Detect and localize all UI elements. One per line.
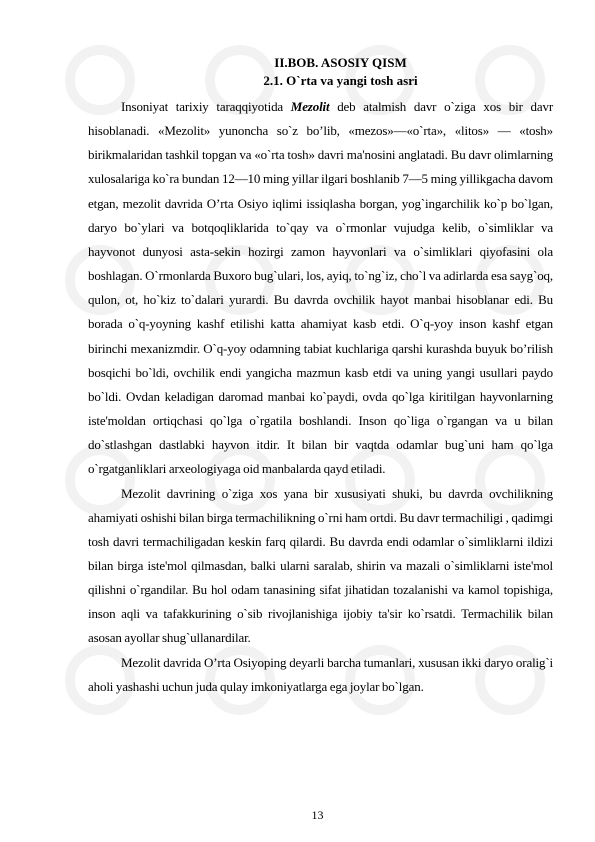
page-number: 13 [311, 808, 324, 822]
paragraph-2 [88, 482, 553, 651]
mezolit-term: Mezolit [290, 99, 330, 114]
chapter-title: II.BOB. ASOSIY QISM [274, 55, 407, 70]
document-page [88, 55, 553, 699]
paragraph-3 [88, 651, 553, 699]
paragraph-1 [88, 95, 553, 482]
paragraph-3-text: Mezolit davrida O’rta Osiyoping deyarli barcha tumanlari, xususan ikki daryo oralig`i aholi yashashi uchun juda qulay imkoniyatlarga ega joylar bo`lgan. [88, 654, 553, 694]
paragraph-1-after: deb atalmish davr o`ziga xos bir davr hisoblanadi. «Mezolit» yunoncha so`z bo’lib, «mezos»—«o`rta», «litos» — «tosh» birikmalaridan tashkil topgan va «o`rta tosh» davri ma'nosini anglatadi. Bu davr olimlarning xulosalariga ko`ra bundan 12—10 ming yillar ilgari boshlanib 7—5 ming yillikgacha davom etgan, mezolit davrida O’rta Osiyo iqlimi issiqlasha borgan, yog`ingarchilik ko`p bo`lgan, daryo bo`ylari va botqoqliklarida to`qay va o`rmonlar vujudga kelib, o`simliklar va hayvonot dunyosi asta-sekin hozirgi zamon hayvonlari va o`simliklari qiyofasini ola boshlagan. O`rmonlarda Buxoro bug`ulari, los, ayiq, to`ng`iz, cho`l va adirlarda esa sayg`oq, qulon, ot, ho`kiz to`dalari yurardi. Bu davrda ovchilik hayot manbai hisoblanar edi. Bu borada o`q-yoyning kashf etilishi katta ahamiyat kasb etdi. O`q-yoy inson kashf etgan birinchi mexanizmdir. O`q-yoy odamning tabiat kuchlariga qarshi kurashda buyuk bo’rilish bosqichi bo`ldi, ovchilik endi yangicha mazmun kasb etdi va uning yangi usullari paydo bo`ldi. Ovdan keladigan daromad manbai ko`paydi, ovda qo`lga kiritilgan hayvonlarning iste'moldan ortiqchasi qo`lga o`rgatila boshlandi. Inson qo`liga o`rgangan va u bilan do`stlashgan dastlabki hayvon itdir. It bilan bir vaqtda odamlar bug`uni ham qo`lga o`rgatganliklari arxeologiyaga oid manbalarda qayd etiladi. [88, 99, 553, 477]
paragraph-2-text: Mezolit davrining o`ziga xos yana bir xususiyati shuki, bu davrda ovchilikning ahamiyati oshishi bilan birga termachilikning o`rni ham ortdi. Bu davr termachiligi , qadimgi tosh davri termachiligadan keskin farq qilardi. Bu davrda endi odamlar o`simliklarni ildizi bilan birga iste'mol qilmasdan, balki ularni saralab, shirin va mazali o`simliklarni iste'mol qilishni o`rgandilar. Bu hol odam tanasining sifat jihatidan tozalanishi va kamol topishiga, inson aqli va tafakkurining o`sib rivojlanishiga ijobiy ta'sir ko`rsatdi. Termachilik bilan asosan ayollar shug`ullanardilar. [88, 485, 553, 646]
paragraph-1-before: Insoniyat tarixiy taraqqiyotida [121, 99, 291, 114]
section-title: 2.1. O`rta va yangi tosh asri [263, 73, 418, 88]
